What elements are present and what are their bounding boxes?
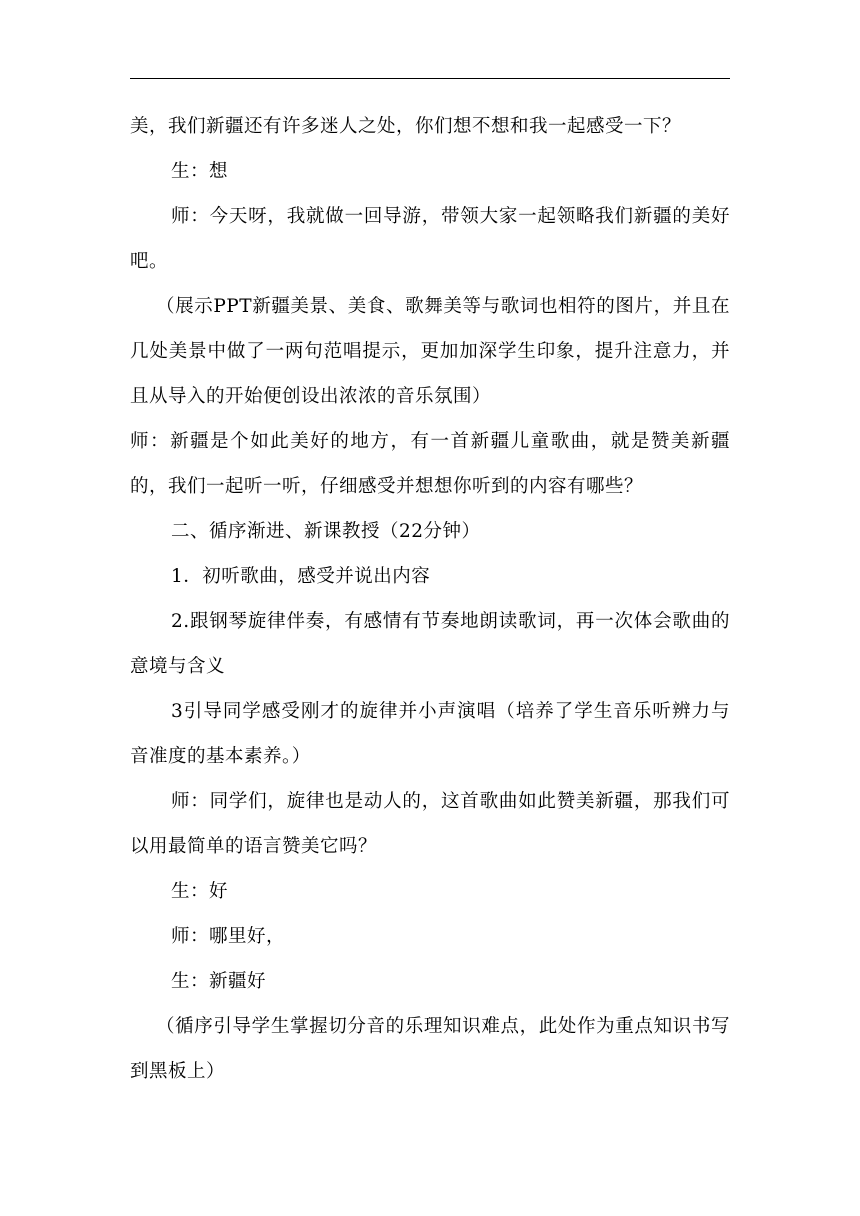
paragraph: 1．初听歌曲，感受并说出内容: [171, 566, 431, 587]
paragraph: 师：哪里好，: [171, 926, 286, 947]
paragraph: 二、循序渐进、新课教授（22分钟）: [171, 521, 481, 542]
paragraph: 师：同学们，旋律也是动人的，这首歌曲如此赞美新疆，那我们可以用最简单的语言赞美它吗？: [130, 791, 730, 857]
paragraph: 生：想: [171, 161, 229, 182]
paragraph: 师：今天呀，我就做一回导游，带领大家一起领略我们新疆的美好吧。: [130, 206, 730, 272]
paragraph: （展示PPT新疆美景、美食、歌舞美等与歌词也相符的图片，并且在几处美景中做了一两句范唱提示，更加加深学生印象，提升注意力，并且从导入的开始便创设出浓浓的音乐氛围）: [130, 296, 730, 407]
header-rule: [130, 78, 730, 79]
paragraph: 生：好: [171, 881, 229, 902]
paragraph: 3引导同学感受刚才的旋律并小声演唱（培养了学生音乐听辨力与音准度的基本素养。）: [130, 701, 730, 767]
document-body: [130, 104, 730, 1094]
paragraph: 生：新疆好: [171, 971, 267, 992]
paragraph: 美，我们新疆还有许多迷人之处，你们想不想和我一起感受一下？: [130, 116, 682, 137]
paragraph: 2.跟钢琴旋律伴奏，有感情有节奏地朗读歌词，再一次体会歌曲的意境与含义: [130, 611, 730, 677]
paragraph: 师：新疆是个如此美好的地方，有一首新疆儿童歌曲，就是赞美新疆的，我们一起听一听，仔细感受并想想你听到的内容有哪些？: [130, 431, 730, 497]
paragraph: （循序引导学生掌握切分音的乐理知识难点，此处作为重点知识书写到黑板上）: [130, 1016, 730, 1082]
